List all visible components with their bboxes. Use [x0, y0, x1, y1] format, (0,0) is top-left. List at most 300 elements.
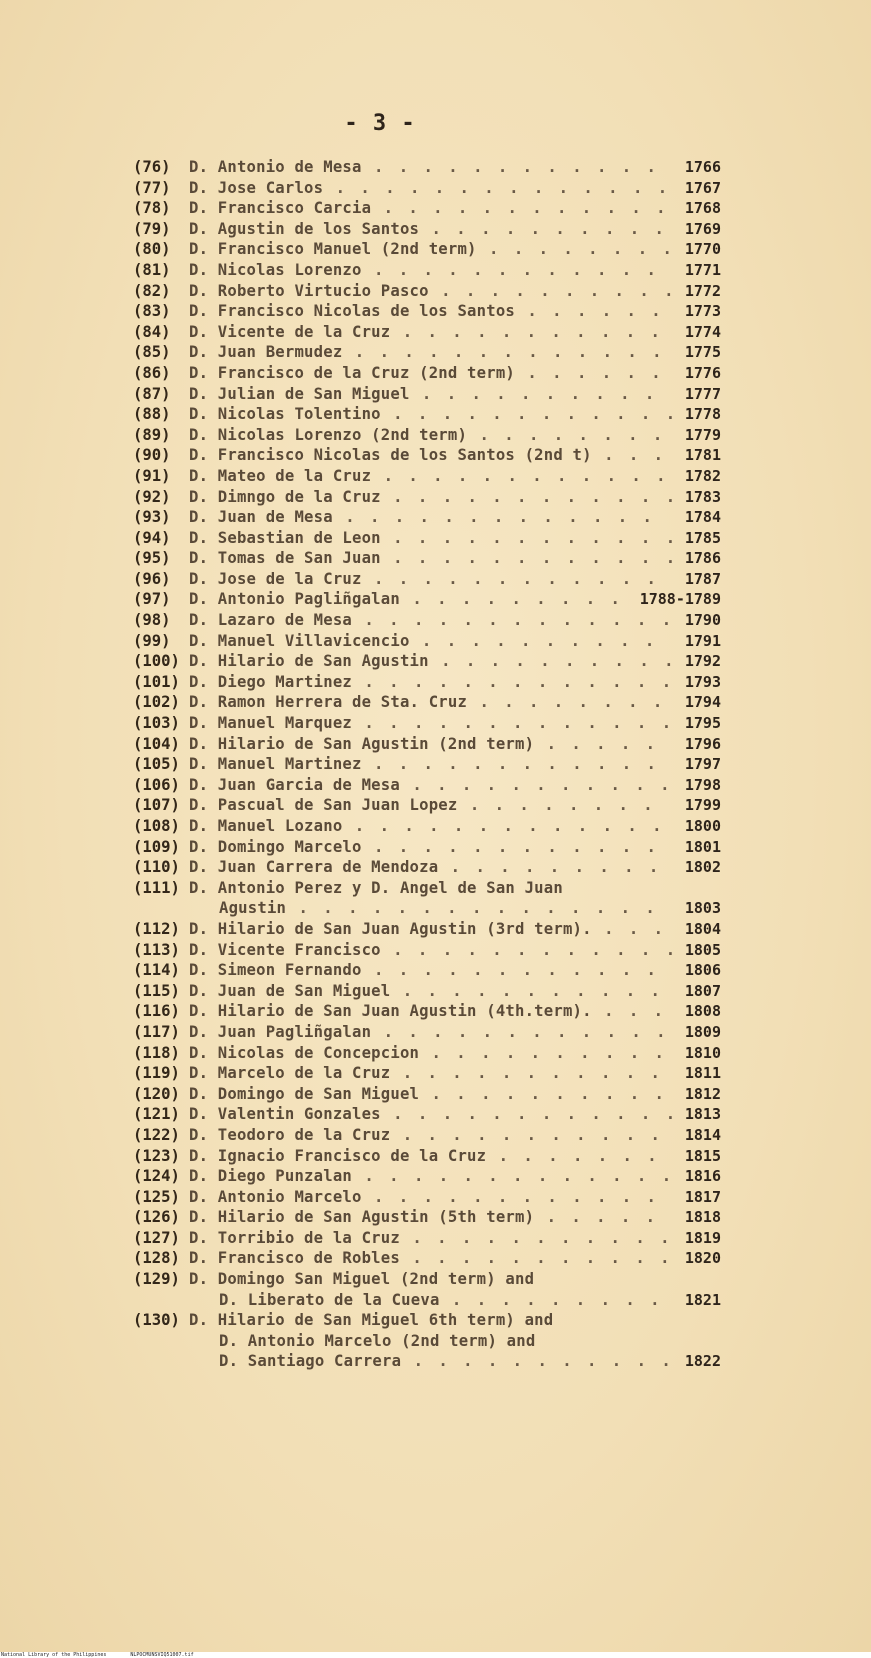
entry-name-line: D. Juan Garcia de Mesa	[189, 775, 400, 794]
entry-number: (76)	[133, 158, 171, 176]
entry-name	[189, 425, 665, 446]
entry-name-line: D. Antonio Pagliñgalan	[189, 590, 400, 609]
list-item	[133, 940, 721, 961]
entry-name-line: D. Ramon Herrera de Sta. Cruz	[189, 693, 468, 712]
list-item	[133, 487, 721, 508]
entry-name-line: D. Agustin de los Santos	[189, 219, 420, 238]
entry-name-line: D. Nicolas Lorenzo (2nd term)	[189, 425, 468, 444]
entry-number: (123)	[133, 1146, 180, 1165]
list-item	[133, 260, 721, 281]
entry-name	[189, 1310, 674, 1372]
entry-number: (91)	[133, 466, 171, 485]
entry-name	[189, 1022, 669, 1043]
entry-year: 1817	[684, 1187, 721, 1206]
list-item	[133, 281, 721, 302]
entry-name	[189, 363, 664, 384]
dot-leader: . . . . . . . . .	[438, 858, 662, 877]
entry-year: 1800	[684, 817, 721, 835]
list-item	[133, 1063, 721, 1084]
entry-name-line: D. Nicolas Tolentino	[189, 405, 381, 424]
list-item	[133, 507, 721, 528]
entry-name-line: D. Antonio Marcelo (2nd term) and	[219, 1331, 536, 1350]
dot-leader: . . . . . .	[515, 302, 664, 321]
entry-number: (79)	[133, 219, 171, 238]
entry-name	[189, 1125, 663, 1146]
entry-name-line: D. Francisco de Robles	[189, 1249, 400, 1268]
dot-leader: . . . . .	[534, 734, 659, 753]
entry-name-line: D. Antonio Marcelo	[189, 1187, 362, 1206]
entry-name-line: D. Antonio de Mesa	[189, 158, 362, 176]
dot-leader: . . . . . . . . . . . .	[380, 940, 679, 959]
dot-leader: . . . . . . . . . . . .	[371, 466, 669, 485]
entry-name	[189, 795, 656, 816]
entry-number: (117)	[133, 1022, 180, 1041]
entry-name	[189, 589, 623, 610]
dot-leader: . . . . . . . .	[467, 425, 666, 444]
entry-name	[189, 1248, 673, 1269]
entry-name	[189, 878, 658, 919]
entry-name-line: D. Hilario de San Agustin	[189, 652, 429, 671]
entry-number: (101)	[133, 672, 180, 691]
list-item	[133, 1104, 721, 1125]
entry-year: 1819	[684, 1228, 721, 1247]
dot-leader: . . . . . . . . . .	[428, 281, 677, 300]
entry-number: (80)	[133, 240, 171, 259]
dot-leader: . . . . . . . . . .	[419, 1084, 667, 1103]
entry-name	[189, 178, 670, 199]
entry-number: (97)	[133, 590, 171, 609]
entry-number: (115)	[133, 981, 180, 1000]
entry-number: (94)	[133, 528, 171, 547]
list-item	[133, 1228, 721, 1249]
entry-name	[189, 507, 655, 528]
dot-leader: . . . . . . . . . . . . .	[342, 817, 665, 835]
dot-leader: . . . . . . . . . . . .	[371, 1022, 669, 1041]
entry-number: (78)	[133, 199, 171, 218]
entry-number: (95)	[133, 549, 171, 568]
entry-name	[189, 1043, 667, 1064]
entry-year: 1791	[684, 631, 721, 650]
entry-year: 1811	[684, 1064, 721, 1083]
list-item	[133, 795, 721, 816]
list-item	[133, 1207, 721, 1228]
entry-year: 1802	[684, 858, 721, 877]
list-item	[133, 239, 721, 260]
entry-name	[189, 713, 674, 734]
entry-year: 1790	[684, 611, 721, 630]
entry-number: (121)	[133, 1105, 180, 1124]
entry-name-line: D. Marcelo de la Cruz	[189, 1064, 391, 1083]
list-item	[133, 610, 721, 631]
entry-name	[189, 445, 666, 466]
entry-name-line: D. Pascual de San Juan Lopez	[189, 796, 458, 815]
entry-name-line: D. Juan Pagliñgalan	[189, 1022, 372, 1041]
entry-name-line: D. Simeon Fernando	[189, 961, 362, 980]
list-item	[133, 775, 721, 796]
dot-leader: . . . . . . . . . . . .	[380, 1105, 679, 1124]
list-item	[133, 569, 721, 590]
entry-number: (126)	[133, 1208, 180, 1227]
entry-name-line: D. Vicente de la Cruz	[189, 322, 391, 341]
list-item	[133, 837, 721, 858]
list-item	[133, 548, 721, 569]
entry-name	[189, 157, 659, 178]
entry-number: (98)	[133, 611, 171, 630]
entry-year: 1787	[684, 569, 721, 588]
entry-number: (122)	[133, 1125, 180, 1144]
entry-name	[189, 1228, 673, 1249]
dot-leader: . . .	[591, 1002, 667, 1021]
list-item	[133, 528, 721, 549]
dot-leader: . . . . . .	[515, 363, 664, 382]
entry-year: 1816	[684, 1167, 721, 1186]
entry-name	[189, 569, 659, 590]
dot-leader: . . . . . . . . . . .	[390, 981, 663, 1000]
entry-year: 1801	[684, 837, 721, 856]
entry-name-line: D. Hilario de San Agustin (5th term)	[189, 1208, 535, 1227]
entry-name	[189, 1207, 658, 1228]
list-item	[133, 754, 721, 775]
entry-name-line: D. Hilario de San Agustin (2nd term)	[189, 734, 535, 753]
entry-name-line: D. Julian de San Miguel	[189, 384, 410, 403]
entry-name-line: D. Francisco Manuel (2nd term)	[189, 240, 477, 259]
entry-year: 1814	[684, 1125, 721, 1144]
dot-leader: . . . . . . . . . . . .	[361, 755, 659, 774]
dot-leader: . . . . . . . .	[476, 240, 675, 259]
entry-number: (100)	[133, 652, 180, 671]
entry-year: 1792	[684, 652, 721, 671]
entry-year: 1799	[684, 796, 721, 815]
entry-name-line: D. Juan de Mesa	[189, 508, 333, 527]
entry-name	[189, 816, 665, 837]
dot-leader: . . . . . . . . . . . .	[380, 528, 679, 547]
entry-name-line: D. Tomas de San Juan	[189, 549, 381, 568]
entry-name	[189, 1001, 666, 1022]
dot-leader: . . . . . . . . . . . .	[380, 549, 679, 568]
entry-number: (99)	[133, 631, 171, 650]
entry-number: (129)	[133, 1270, 180, 1289]
dot-leader: . . . . . . . . . . . . .	[352, 611, 675, 630]
entry-name-line: D. Ignacio Francisco de la Cruz	[189, 1146, 487, 1165]
entry-name	[189, 322, 663, 343]
list-item	[133, 960, 721, 981]
entry-year: 1796	[684, 734, 721, 753]
entry-name-line: D. Dimngo de la Cruz	[189, 487, 381, 506]
entry-year: 1771	[684, 260, 721, 279]
entry-year: 1784	[684, 508, 721, 527]
entry-name	[189, 1187, 659, 1208]
entry-number: (113)	[133, 940, 180, 959]
entry-name-line: D. Domingo San Miguel (2nd term) and	[189, 1270, 535, 1289]
list-item	[133, 713, 721, 734]
entry-number: (106)	[133, 775, 180, 794]
dot-leader: . . . . . . . . . . .	[399, 1228, 673, 1247]
entry-year: 1821	[684, 1290, 721, 1309]
list-item	[133, 342, 721, 363]
list-item	[133, 1043, 721, 1064]
list-item	[133, 631, 721, 652]
entry-name-line: D. Hilario de San Juan Agustin (4th.term).	[189, 1002, 592, 1021]
entry-year: 1815	[684, 1146, 721, 1165]
entry-name	[189, 281, 676, 302]
entry-number: (114)	[133, 961, 180, 980]
entry-name	[189, 384, 657, 405]
officials-list	[133, 157, 721, 1372]
dot-leader: . . . . . . . . . .	[428, 652, 677, 671]
list-item	[133, 1187, 721, 1208]
entry-name	[189, 239, 675, 260]
entry-number: (92)	[133, 487, 171, 506]
list-item	[133, 384, 721, 405]
entry-year: 1804	[684, 919, 721, 938]
dot-leader: . . . . . . . . . . . .	[380, 405, 679, 424]
dot-leader: . . . . . . . . . . . .	[361, 837, 659, 856]
entry-year: 1768	[684, 199, 721, 218]
list-item	[133, 734, 721, 755]
entry-number: (86)	[133, 363, 171, 382]
list-item	[133, 157, 721, 178]
list-item	[133, 1001, 721, 1022]
dot-leader: . . . . . . . . . . . .	[371, 199, 669, 218]
entry-name	[189, 940, 678, 961]
entry-name	[189, 1166, 674, 1187]
entry-year: 1822	[684, 1352, 721, 1371]
list-item	[133, 363, 721, 384]
entry-name	[189, 981, 663, 1002]
entry-number: (130)	[133, 1311, 180, 1330]
list-item	[133, 981, 721, 1002]
entry-number: (118)	[133, 1043, 180, 1062]
dot-leader: . . . . . . . . . . . .	[361, 260, 659, 279]
list-item	[133, 919, 721, 940]
entry-name	[189, 837, 659, 858]
dot-leader: . . . . . . . . . . . .	[361, 569, 659, 588]
dot-leader: . . . . . . . . . . . . .	[332, 508, 655, 527]
dot-leader: . . . . . . . . . . .	[390, 1125, 663, 1144]
list-item	[133, 1166, 721, 1187]
entry-year: 1776	[684, 363, 721, 382]
entry-number: (83)	[133, 302, 171, 321]
entry-name	[189, 672, 674, 693]
entry-year: 1809	[684, 1022, 721, 1041]
list-item	[133, 1310, 721, 1372]
entry-year: 1781	[684, 446, 721, 465]
entry-name-line: D. Manuel Marquez	[189, 714, 352, 733]
entry-year: 1785	[684, 528, 721, 547]
entry-name	[189, 548, 678, 569]
dot-leader: . . . . . . . .	[457, 796, 656, 815]
entry-name-line: D. Manuel Villavicencio	[189, 631, 410, 650]
dot-leader: . . . . . . . . . . .	[390, 1064, 663, 1083]
entry-year: 1769	[684, 219, 721, 238]
list-item	[133, 857, 721, 878]
entry-number: (93)	[133, 508, 171, 527]
entry-year: 1803	[684, 899, 721, 918]
entry-name-line: D. Santiago Carrera	[219, 1352, 402, 1371]
dot-leader: . . . . . . . . . .	[409, 631, 658, 650]
footer-file: NLPOCMUNSVIQ51007.tif	[130, 1652, 194, 1658]
entry-number: (81)	[133, 260, 171, 279]
dot-leader: . . . . . . .	[486, 1146, 660, 1165]
entry-name-line: D. Jose de la Cruz	[189, 569, 362, 588]
entry-number: (88)	[133, 405, 171, 424]
dot-leader: . . . . . . . . . . . . .	[352, 1167, 675, 1186]
entry-name	[189, 960, 659, 981]
entry-name-line: D. Francisco Carcia	[189, 199, 372, 218]
dot-leader: . . . . . . . . . .	[419, 1043, 667, 1062]
entry-name-line: Agustin	[219, 899, 287, 918]
entry-name-line: D. Domingo de San Miguel	[189, 1084, 420, 1103]
entry-year: 1772	[684, 281, 721, 300]
entry-name-line: D. Liberato de la Cueva	[219, 1290, 440, 1309]
entry-name	[189, 857, 661, 878]
dot-leader: . . . . . . . . . . .	[399, 1249, 673, 1268]
entry-name	[189, 631, 657, 652]
entry-year: 1805	[684, 940, 721, 959]
entry-number: (125)	[133, 1187, 180, 1206]
entry-number: (107)	[133, 796, 180, 815]
entry-number: (128)	[133, 1249, 180, 1268]
entry-number: (112)	[133, 919, 180, 938]
entry-name-line: D. Hilario de San Miguel 6th term) and	[189, 1311, 554, 1330]
entry-year: 1810	[684, 1043, 721, 1062]
list-item	[133, 878, 721, 919]
entry-year: 1773	[684, 302, 721, 321]
entry-name	[189, 775, 673, 796]
entry-year: 1775	[684, 343, 721, 362]
entry-number: (120)	[133, 1084, 180, 1103]
entry-name	[189, 651, 676, 672]
entry-name-line: D. Francisco Nicolas de los Santos	[189, 302, 515, 321]
entry-number: (103)	[133, 714, 180, 733]
dot-leader: . . . . . . . .	[467, 693, 666, 712]
list-item	[133, 1269, 721, 1310]
dot-leader: . . . . . . . . .	[439, 1290, 663, 1309]
entry-number: (111)	[133, 878, 180, 897]
list-item	[133, 1084, 721, 1105]
list-item	[133, 651, 721, 672]
entry-year: 1774	[684, 322, 721, 341]
entry-year: 1798	[684, 775, 721, 794]
entry-year: 1794	[684, 693, 721, 712]
footer-source: National Library of the Philippines	[1, 1652, 107, 1658]
entry-name	[189, 219, 667, 240]
entry-name-line: D. Juan Carrera de Mendoza	[189, 858, 439, 877]
entry-name	[189, 1084, 667, 1105]
entry-number: (109)	[133, 837, 180, 856]
entry-year: 1777	[684, 384, 721, 403]
entry-name-line: D. Francisco Nicolas de los Santos (2nd t)	[189, 446, 592, 465]
dot-leader: . . .	[591, 919, 667, 938]
entry-name-line: D. Roberto Virtucio Pasco	[189, 281, 429, 300]
entry-number: (127)	[133, 1228, 180, 1247]
entry-name-line: D. Juan de San Miguel	[189, 981, 391, 1000]
entry-number: (96)	[133, 569, 171, 588]
entry-name-line: D. Francisco de la Cruz (2nd term)	[189, 363, 515, 382]
entry-number: (116)	[133, 1002, 180, 1021]
list-item	[133, 1125, 721, 1146]
entry-year: 1807	[684, 981, 721, 1000]
entry-name	[189, 342, 665, 363]
entry-year: 1767	[684, 178, 721, 197]
entry-name	[189, 1146, 660, 1167]
list-item	[133, 466, 721, 487]
list-item	[133, 404, 721, 425]
dot-leader: . . . . . . . . . . .	[399, 775, 673, 794]
entry-number: (105)	[133, 755, 180, 774]
entry-number: (104)	[133, 734, 180, 753]
entry-year: 1808	[684, 1002, 721, 1021]
entry-number: (102)	[133, 693, 180, 712]
entry-number: (82)	[133, 281, 171, 300]
entry-year: 1788-1789	[639, 590, 721, 609]
entry-year: 1783	[684, 487, 721, 506]
entry-name	[189, 1269, 663, 1310]
entry-name-line: D. Juan Bermudez	[189, 343, 343, 362]
entry-name-line: D. Valentin Gonzales	[189, 1105, 381, 1124]
list-item	[133, 589, 721, 610]
entry-name	[189, 301, 664, 322]
entry-name	[189, 734, 658, 755]
scan-footer	[0, 1652, 871, 1658]
dot-leader: . . . . . . . . . . . . . .	[323, 178, 671, 197]
list-item	[133, 445, 721, 466]
entry-number: (110)	[133, 858, 180, 877]
entry-number: (108)	[133, 817, 180, 835]
entry-name-line: D. Manuel Lozano	[189, 817, 343, 835]
list-item	[133, 178, 721, 199]
page-number: - 3 -	[344, 111, 416, 136]
entry-year: 1813	[684, 1105, 721, 1124]
dot-leader: . . . . . . . . . . . .	[361, 1187, 659, 1206]
entry-year: 1770	[684, 240, 721, 259]
entry-name	[189, 754, 659, 775]
entry-name-line: D. Diego Punzalan	[189, 1167, 352, 1186]
dot-leader: . . . . . . . . . . .	[390, 322, 663, 341]
entry-year: 1793	[684, 672, 721, 691]
entry-name	[189, 1063, 663, 1084]
dot-leader: . . . . . . . . . . . .	[380, 487, 679, 506]
entry-name	[189, 1104, 678, 1125]
dot-leader: . . . . . . . . . .	[409, 384, 658, 403]
entry-name	[189, 198, 669, 219]
entry-number: (89)	[133, 425, 171, 444]
dot-leader: . . . . . . . . . . . . .	[352, 672, 675, 691]
entry-name-line: D. Teodoro de la Cruz	[189, 1125, 391, 1144]
entry-number: (77)	[133, 178, 171, 197]
dot-leader: . . . . . . . . . . . . . . .	[286, 899, 658, 918]
dot-leader: . . . . . . . . . . .	[401, 1352, 674, 1371]
entry-year: 1795	[684, 714, 721, 733]
entry-name	[189, 692, 665, 713]
entry-year: 1797	[684, 755, 721, 774]
entry-year: 1818	[684, 1208, 721, 1227]
entry-name-line: D. Jose Carlos	[189, 178, 324, 197]
list-item	[133, 1022, 721, 1043]
entry-name-line: D. Vicente Francisco	[189, 940, 381, 959]
dot-leader: . . . . . . . . . . . . .	[352, 714, 675, 733]
entry-name	[189, 919, 666, 940]
entry-number: (119)	[133, 1064, 180, 1083]
dot-leader: . . . . . . . . . . . .	[361, 961, 659, 980]
list-item	[133, 322, 721, 343]
entry-number: (87)	[133, 384, 171, 403]
entry-name-line: D. Sebastian de Leon	[189, 528, 381, 547]
list-item	[133, 672, 721, 693]
dot-leader: . . . . . . . . . .	[419, 219, 667, 238]
entry-year: 1812	[684, 1084, 721, 1103]
dot-leader: . . . . . . . . .	[399, 590, 623, 609]
